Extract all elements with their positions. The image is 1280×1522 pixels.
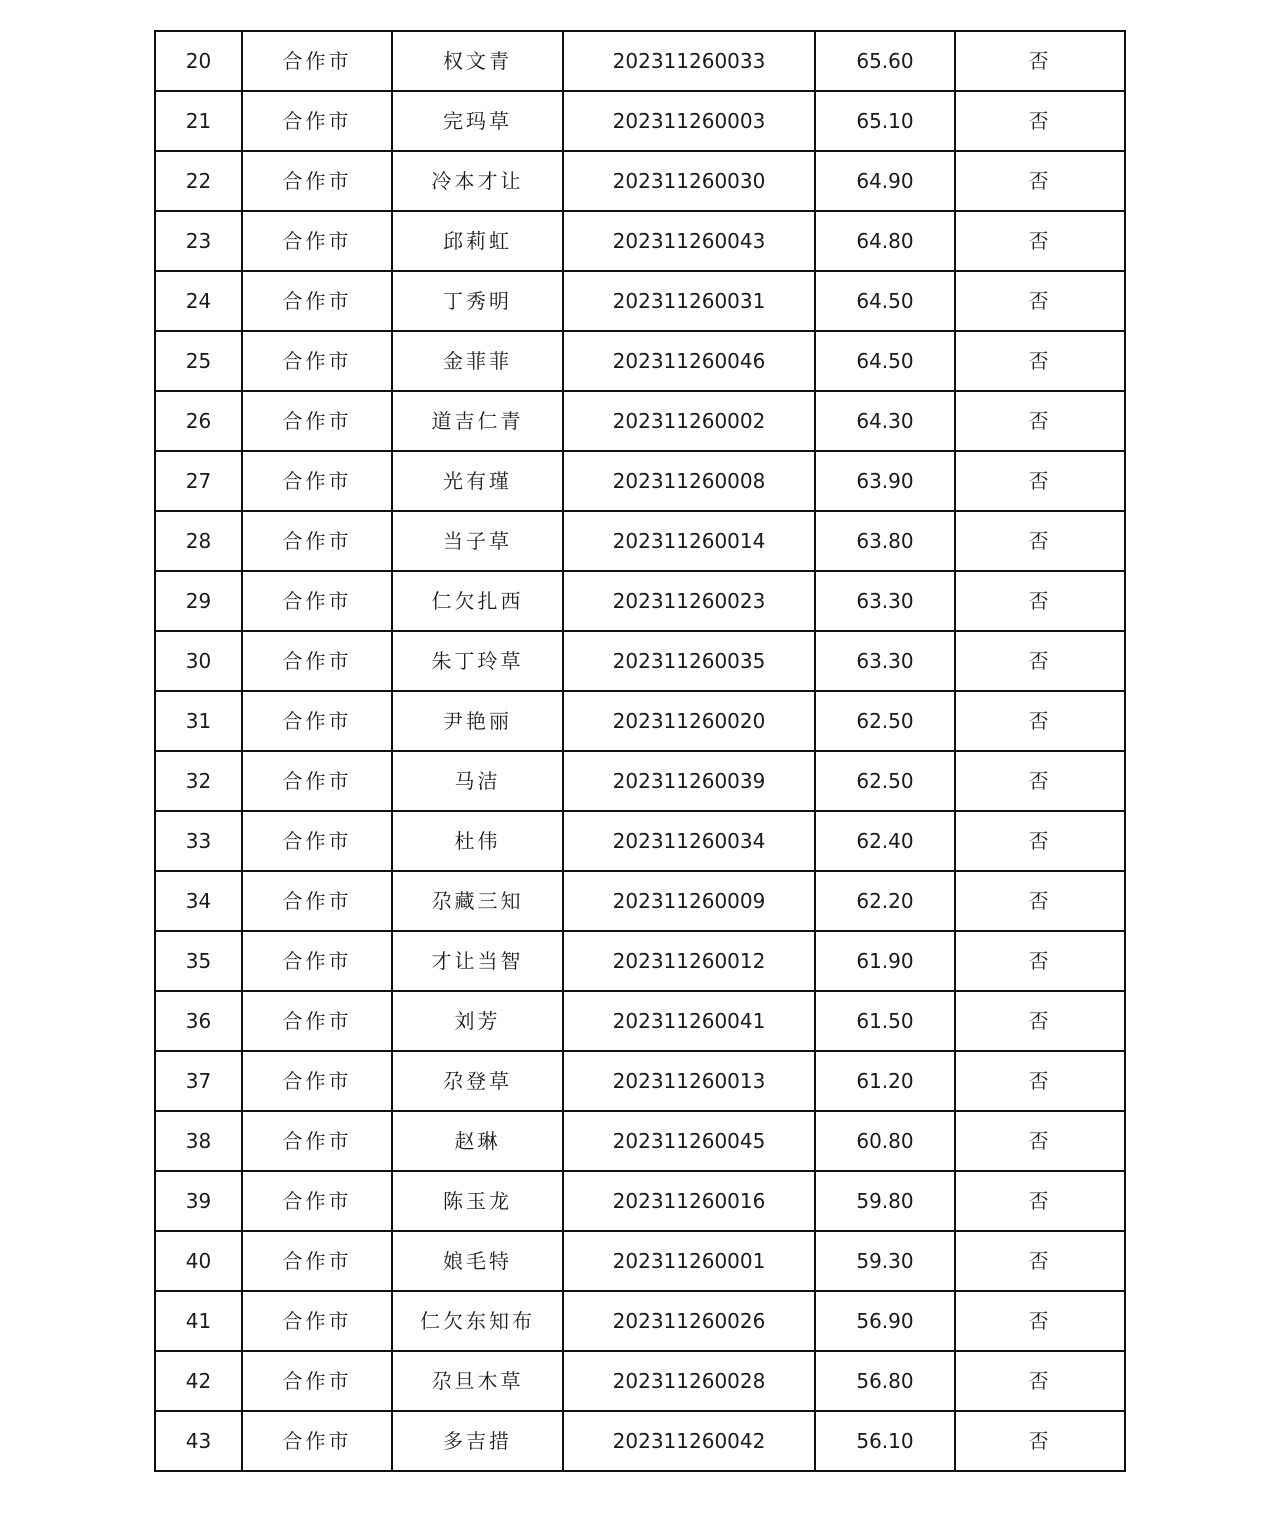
score-cell: 56.90 <box>815 1291 955 1351</box>
region-cell: 合作市 <box>242 511 392 571</box>
interview-flag-cell: 否 <box>955 1351 1125 1411</box>
row-number-cell: 36 <box>155 991 242 1051</box>
row-number-cell: 30 <box>155 631 242 691</box>
ticket-number-cell: 202311260012 <box>563 931 815 991</box>
region-cell: 合作市 <box>242 1171 392 1231</box>
ticket-number-cell: 202311260034 <box>563 811 815 871</box>
ticket-number-cell: 202311260033 <box>563 31 815 91</box>
interview-flag-cell: 否 <box>955 811 1125 871</box>
interview-flag-cell: 否 <box>955 991 1125 1051</box>
interview-flag-cell: 否 <box>955 1051 1125 1111</box>
table-row <box>155 151 1125 211</box>
row-number-cell: 43 <box>155 1411 242 1471</box>
ticket-number-cell: 202311260008 <box>563 451 815 511</box>
candidate-name-cell: 朱丁玲草 <box>392 631 563 691</box>
region-cell: 合作市 <box>242 1111 392 1171</box>
interview-flag-cell: 否 <box>955 1291 1125 1351</box>
ticket-number-cell: 202311260042 <box>563 1411 815 1471</box>
region-cell: 合作市 <box>242 871 392 931</box>
region-cell: 合作市 <box>242 151 392 211</box>
row-number-cell: 24 <box>155 271 242 331</box>
interview-flag-cell: 否 <box>955 1411 1125 1471</box>
table-row <box>155 1291 1125 1351</box>
table-row <box>155 811 1125 871</box>
row-number-cell: 39 <box>155 1171 242 1231</box>
score-cell: 63.80 <box>815 511 955 571</box>
region-cell: 合作市 <box>242 391 392 451</box>
ticket-number-cell: 202311260023 <box>563 571 815 631</box>
region-cell: 合作市 <box>242 571 392 631</box>
row-number-cell: 20 <box>155 31 242 91</box>
table-row <box>155 211 1125 271</box>
candidate-name-cell: 刘芳 <box>392 991 563 1051</box>
table-row <box>155 391 1125 451</box>
region-cell: 合作市 <box>242 91 392 151</box>
table-row <box>155 1351 1125 1411</box>
ticket-number-cell: 202311260030 <box>563 151 815 211</box>
interview-flag-cell: 否 <box>955 691 1125 751</box>
candidate-name-cell: 马洁 <box>392 751 563 811</box>
row-number-cell: 29 <box>155 571 242 631</box>
candidate-name-cell: 金菲菲 <box>392 331 563 391</box>
candidate-name-cell: 仁欠东知布 <box>392 1291 563 1351</box>
row-number-cell: 40 <box>155 1231 242 1291</box>
ticket-number-cell: 202311260014 <box>563 511 815 571</box>
table-row <box>155 1411 1125 1471</box>
row-number-cell: 42 <box>155 1351 242 1411</box>
table-row <box>155 631 1125 691</box>
candidate-name-cell: 尹艳丽 <box>392 691 563 751</box>
candidate-name-cell: 才让当智 <box>392 931 563 991</box>
ticket-number-cell: 202311260002 <box>563 391 815 451</box>
score-cell: 62.50 <box>815 751 955 811</box>
table-row <box>155 751 1125 811</box>
table-row <box>155 1111 1125 1171</box>
score-cell: 59.80 <box>815 1171 955 1231</box>
region-cell: 合作市 <box>242 931 392 991</box>
interview-flag-cell: 否 <box>955 1171 1125 1231</box>
interview-flag-cell: 否 <box>955 571 1125 631</box>
ticket-number-cell: 202311260003 <box>563 91 815 151</box>
candidate-name-cell: 赵琳 <box>392 1111 563 1171</box>
interview-flag-cell: 否 <box>955 331 1125 391</box>
score-cell: 61.90 <box>815 931 955 991</box>
row-number-cell: 28 <box>155 511 242 571</box>
candidate-name-cell: 完玛草 <box>392 91 563 151</box>
ticket-number-cell: 202311260013 <box>563 1051 815 1111</box>
score-cell: 63.90 <box>815 451 955 511</box>
region-cell: 合作市 <box>242 1291 392 1351</box>
candidate-name-cell: 陈玉龙 <box>392 1171 563 1231</box>
interview-flag-cell: 否 <box>955 511 1125 571</box>
results-table-body <box>155 31 1125 1471</box>
row-number-cell: 34 <box>155 871 242 931</box>
score-cell: 64.50 <box>815 331 955 391</box>
score-cell: 62.20 <box>815 871 955 931</box>
table-row <box>155 31 1125 91</box>
region-cell: 合作市 <box>242 811 392 871</box>
row-number-cell: 38 <box>155 1111 242 1171</box>
candidate-name-cell: 尕藏三知 <box>392 871 563 931</box>
candidate-name-cell: 当子草 <box>392 511 563 571</box>
region-cell: 合作市 <box>242 271 392 331</box>
candidate-name-cell: 光有瑾 <box>392 451 563 511</box>
table-row <box>155 991 1125 1051</box>
row-number-cell: 37 <box>155 1051 242 1111</box>
ticket-number-cell: 202311260041 <box>563 991 815 1051</box>
score-cell: 65.10 <box>815 91 955 151</box>
ticket-number-cell: 202311260016 <box>563 1171 815 1231</box>
region-cell: 合作市 <box>242 1231 392 1291</box>
score-cell: 64.30 <box>815 391 955 451</box>
ticket-number-cell: 202311260026 <box>563 1291 815 1351</box>
region-cell: 合作市 <box>242 451 392 511</box>
score-cell: 64.80 <box>815 211 955 271</box>
ticket-number-cell: 202311260020 <box>563 691 815 751</box>
ticket-number-cell: 202311260043 <box>563 211 815 271</box>
interview-flag-cell: 否 <box>955 1111 1125 1171</box>
table-row <box>155 271 1125 331</box>
row-number-cell: 23 <box>155 211 242 271</box>
score-cell: 63.30 <box>815 571 955 631</box>
score-cell: 56.80 <box>815 1351 955 1411</box>
row-number-cell: 22 <box>155 151 242 211</box>
score-cell: 61.50 <box>815 991 955 1051</box>
region-cell: 合作市 <box>242 991 392 1051</box>
candidate-name-cell: 邱莉虹 <box>392 211 563 271</box>
region-cell: 合作市 <box>242 1351 392 1411</box>
ticket-number-cell: 202311260031 <box>563 271 815 331</box>
interview-flag-cell: 否 <box>955 931 1125 991</box>
results-table <box>154 30 1126 1472</box>
row-number-cell: 41 <box>155 1291 242 1351</box>
interview-flag-cell: 否 <box>955 31 1125 91</box>
row-number-cell: 32 <box>155 751 242 811</box>
candidate-name-cell: 杜伟 <box>392 811 563 871</box>
row-number-cell: 31 <box>155 691 242 751</box>
interview-flag-cell: 否 <box>955 451 1125 511</box>
candidate-name-cell: 尕登草 <box>392 1051 563 1111</box>
score-cell: 62.40 <box>815 811 955 871</box>
interview-flag-cell: 否 <box>955 271 1125 331</box>
candidate-name-cell: 丁秀明 <box>392 271 563 331</box>
interview-flag-cell: 否 <box>955 871 1125 931</box>
interview-flag-cell: 否 <box>955 211 1125 271</box>
region-cell: 合作市 <box>242 631 392 691</box>
table-row <box>155 691 1125 751</box>
row-number-cell: 21 <box>155 91 242 151</box>
region-cell: 合作市 <box>242 331 392 391</box>
table-row <box>155 451 1125 511</box>
region-cell: 合作市 <box>242 211 392 271</box>
table-row <box>155 871 1125 931</box>
row-number-cell: 35 <box>155 931 242 991</box>
score-cell: 62.50 <box>815 691 955 751</box>
region-cell: 合作市 <box>242 1411 392 1471</box>
score-cell: 60.80 <box>815 1111 955 1171</box>
row-number-cell: 26 <box>155 391 242 451</box>
score-cell: 64.90 <box>815 151 955 211</box>
ticket-number-cell: 202311260046 <box>563 331 815 391</box>
interview-flag-cell: 否 <box>955 391 1125 451</box>
score-cell: 56.10 <box>815 1411 955 1471</box>
ticket-number-cell: 202311260035 <box>563 631 815 691</box>
region-cell: 合作市 <box>242 751 392 811</box>
score-cell: 63.30 <box>815 631 955 691</box>
table-row <box>155 1171 1125 1231</box>
ticket-number-cell: 202311260039 <box>563 751 815 811</box>
candidate-name-cell: 多吉措 <box>392 1411 563 1471</box>
row-number-cell: 25 <box>155 331 242 391</box>
score-cell: 64.50 <box>815 271 955 331</box>
table-row <box>155 331 1125 391</box>
interview-flag-cell: 否 <box>955 1231 1125 1291</box>
candidate-name-cell: 娘毛特 <box>392 1231 563 1291</box>
score-cell: 65.60 <box>815 31 955 91</box>
ticket-number-cell: 202311260045 <box>563 1111 815 1171</box>
table-row <box>155 511 1125 571</box>
table-row <box>155 1231 1125 1291</box>
candidate-name-cell: 道吉仁青 <box>392 391 563 451</box>
region-cell: 合作市 <box>242 691 392 751</box>
interview-flag-cell: 否 <box>955 751 1125 811</box>
table-row <box>155 1051 1125 1111</box>
candidate-name-cell: 冷本才让 <box>392 151 563 211</box>
candidate-name-cell: 权文青 <box>392 31 563 91</box>
score-cell: 59.30 <box>815 1231 955 1291</box>
table-row <box>155 931 1125 991</box>
ticket-number-cell: 202311260001 <box>563 1231 815 1291</box>
interview-flag-cell: 否 <box>955 91 1125 151</box>
table-row <box>155 571 1125 631</box>
candidate-name-cell: 尕旦木草 <box>392 1351 563 1411</box>
region-cell: 合作市 <box>242 31 392 91</box>
ticket-number-cell: 202311260028 <box>563 1351 815 1411</box>
table-row <box>155 91 1125 151</box>
region-cell: 合作市 <box>242 1051 392 1111</box>
interview-flag-cell: 否 <box>955 151 1125 211</box>
score-cell: 61.20 <box>815 1051 955 1111</box>
row-number-cell: 33 <box>155 811 242 871</box>
row-number-cell: 27 <box>155 451 242 511</box>
interview-flag-cell: 否 <box>955 631 1125 691</box>
candidate-name-cell: 仁欠扎西 <box>392 571 563 631</box>
ticket-number-cell: 202311260009 <box>563 871 815 931</box>
